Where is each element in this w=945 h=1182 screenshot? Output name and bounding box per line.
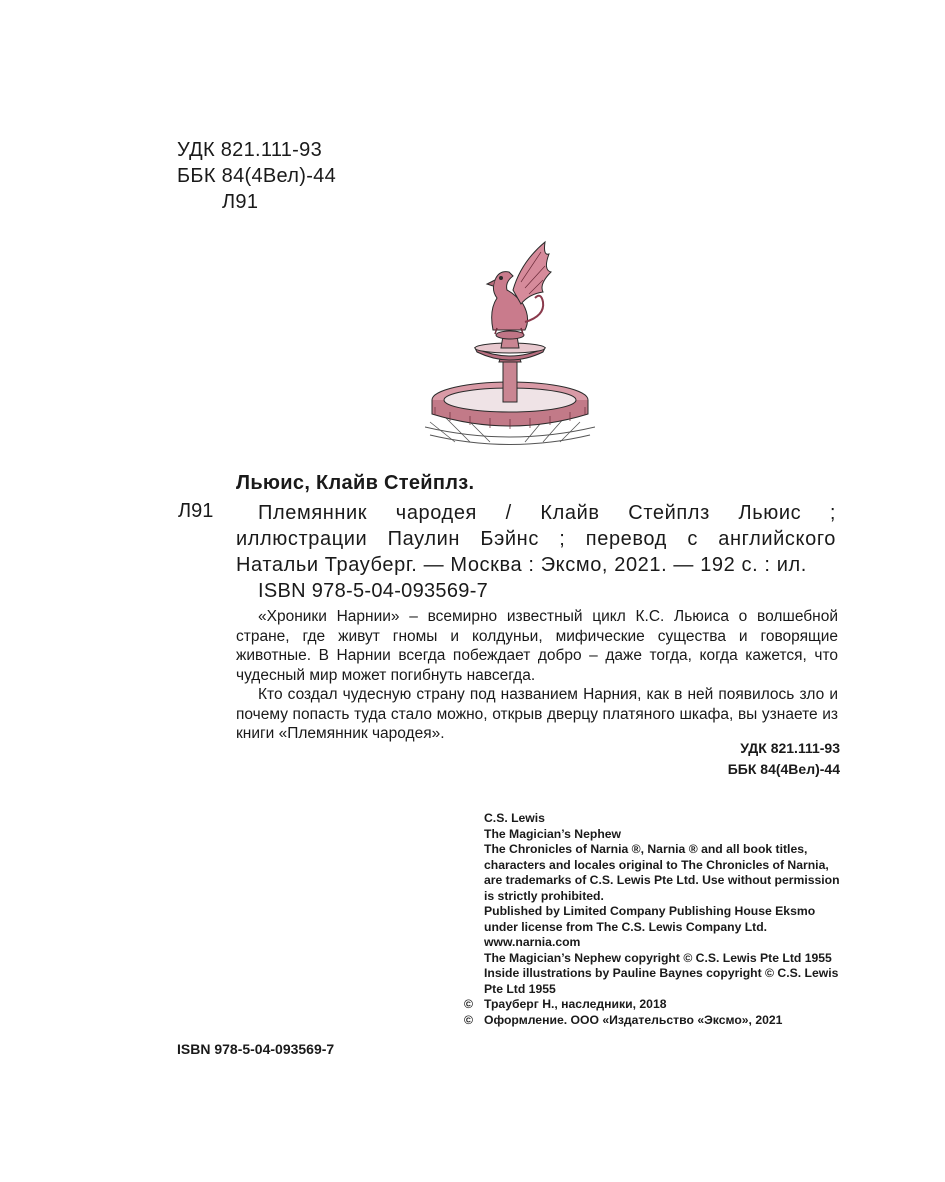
copyright-line: Inside illustrations by Pauline Baynes copyright © C.S. Lewis Pte Ltd 1955 bbox=[484, 966, 839, 996]
author-mark: Л91 bbox=[222, 191, 259, 213]
copyright-symbol: © bbox=[464, 997, 473, 1011]
record-isbn: ISBN 978-5-04-093569-7 bbox=[258, 580, 489, 602]
copyright-line: www.narnia.com bbox=[484, 935, 581, 949]
udk-code-right: УДК 821.111-93 bbox=[740, 740, 840, 756]
annotation-paragraph-1: «Хроники Нарнии» – всемирно известный цикл К.С. Льюиса о волшебной стране, где живут гномы и колдуньи, мифические существа и говорящие животные. В Нарнии всегда побеждает добро – даже тогда, когда кажется, что чудесный мир может погибнуть навсегда. bbox=[236, 608, 838, 684]
copyright-symbol: © bbox=[464, 1012, 473, 1027]
record-author: Льюис, Клайв Стейплз. bbox=[236, 472, 475, 494]
udk-code: УДК 821.111-93 bbox=[177, 139, 322, 161]
record-author-mark: Л91 bbox=[178, 500, 214, 522]
copyright-line-ru bbox=[464, 997, 844, 1013]
griffin-fountain-icon bbox=[425, 232, 595, 447]
copyright-line: Published by Limited Company Publishing House Eksmo under license from The C.S. Lewis Company Ltd. bbox=[484, 904, 816, 934]
record-description: Племянник чародея / Клайв Стейплз Льюис ; иллюстрации Паулин Бэйнс ; перевод с английского Натальи Трауберг. — Москва : Эксмо, 2021. — 192 с. : ил. bbox=[236, 502, 836, 576]
copyright-line: The Magician’s Nephew bbox=[484, 826, 622, 841]
copyright-line: The Chronicles of Narnia ®, Narnia ® and all book titles, characters and locales original to The Chronicles of Narnia, are trademarks of C.S. Lewis Pte Ltd. Use without permission is strictly prohibited. bbox=[484, 842, 840, 903]
copyright-line-ru bbox=[464, 1012, 844, 1029]
copyright-ru-text: Трауберг Н., наследники, 2018 bbox=[484, 997, 667, 1011]
classification-right bbox=[600, 738, 840, 780]
copyright-ru-text: Оформление. ООО «Издательство «Эксмо», 2021 bbox=[484, 1012, 783, 1027]
copyright-block bbox=[464, 811, 844, 1028]
bbk-code: ББК 84(4Вел)-44 bbox=[177, 165, 337, 187]
copyright-line: The Magician’s Nephew copyright © C.S. Lewis Pte Ltd 1955 bbox=[484, 950, 832, 965]
bbk-code-right: ББК 84(4Вел)-44 bbox=[727, 761, 840, 777]
annotation bbox=[236, 607, 838, 744]
annotation-paragraph-2: Кто создал чудесную страну под названием Нарния, как в ней появилось зло и почему попасть туда стало можно, открыв дверцу платяного шкафа, вы узнаете из книги «Племянник чародея». bbox=[236, 686, 838, 742]
isbn-bottom: ISBN 978-5-04-093569-7 bbox=[177, 1041, 335, 1057]
copyright-line: C.S. Lewis bbox=[484, 811, 545, 825]
